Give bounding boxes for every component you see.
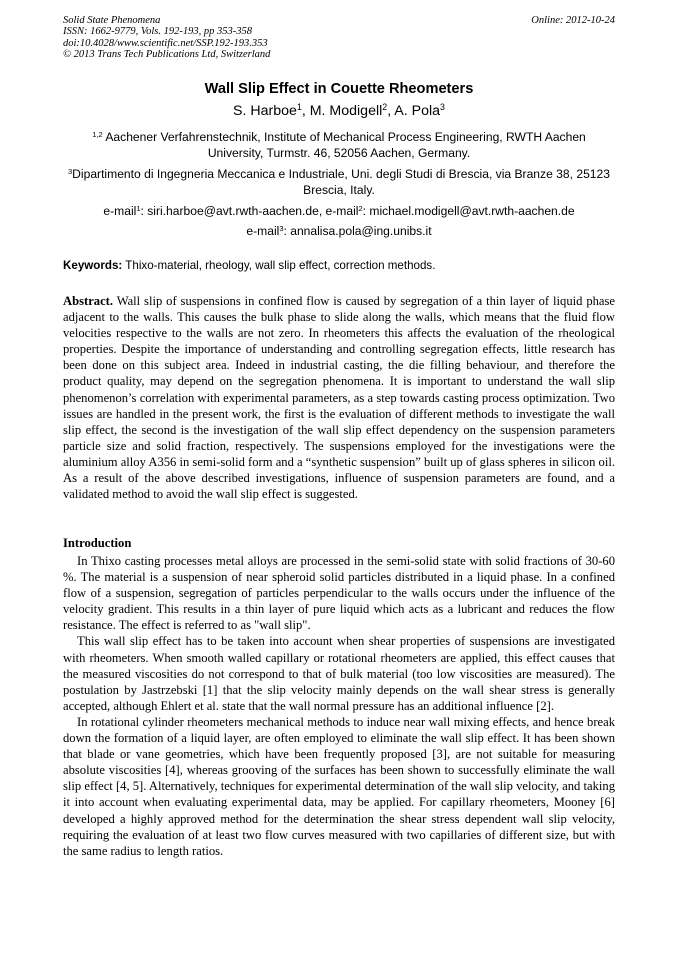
abstract-text: Wall slip of suspensions in confined flow is caused by segregation of a thin layer of liquid phase adjacent to the walls. This causes the bulk phase to slide along the walls, which means that the fluid flow velocities respective to the walls are not zero. In rheometers this affects the evaluation of the rheological properties. Despite the importance of understanding and controlling segregation effects, little research has been done on this subject area. Indeed in industrial casting, the die filling behaviour, and therefore the product quality, may depend on the segregation phenomena. It is important to understand the wall slip phenomenon’s correlation with experimental parameters, as a step towards casting process optimization. Two issues are handled in the present work, the first is the evaluation of different methods to investigate the wall slip effect, the second is the investigation of the wall slip effect dependency on the suspension parameters particle size and solid fraction, respectively. The suspensions employed for the investigations were the aluminium alloy A356 in semi-solid form and a “synthetic suspension” built up of glass spheres in silicon oil. As a result of the above described investigations, influence of suspension parameters are found, and a validated method to avoid the wall slip effect is suggested. xyxy=(63,294,615,502)
email-address: : michael.modigell@avt.rwth-aachen.de xyxy=(362,204,575,218)
author-sup: 1 xyxy=(296,102,302,113)
author-sep: , xyxy=(301,103,310,119)
paragraph: In Thixo casting processes metal alloys are processed in the semi-solid state with solid fractions of 30-60 %. The material is a suspension of near spheroid solid particles distributed in a liquid phase. In a confined flow of a suspension, segregation of particles perpendicular to the walls occurs under the influence of the velocity gradient. This results in a thin layer of pure liquid which acts as a lubricant and reduces the flow resistance. The effect is referred to as "wall slip". xyxy=(63,554,615,633)
paragraph: In rotational cylinder rheometers mechanical methods to induce near wall mixing effects, and hence break down the formation of a liquid layer, are often employed to eliminate the wall slip effect. It has been shown that blade or vane geometries, which have been frequently proposed [3], are not suitable for measuring absolute viscosities [4], whereas grooving of the surfaces has been shown to successfully eliminate the wall slip effect [4, 5]. Alternatively, techniques for experimental determination of the wall slip velocity, and taking it into account when evaluating experimental data, may be applied. For capillary rheometers, Mooney [6] developed a highly approved method for the determination the shear stress dependent wall slip velocity, requiring the evaluation of at least two flow curves measured with two capillaries of different size, but with the same radius to length ratios. xyxy=(63,714,615,858)
author-sep: , xyxy=(387,103,395,119)
author-name: M. Modigell xyxy=(309,103,383,119)
keywords-text: Thixo-material, rheology, wall slip effect, correction methods. xyxy=(122,259,436,272)
keywords xyxy=(63,258,615,273)
online-date: Online: 2012-10-24 xyxy=(531,15,615,26)
author-sup: 3 xyxy=(440,102,445,113)
abstract-label: Abstract. xyxy=(63,294,114,308)
email-line-2 xyxy=(63,223,615,239)
journal-header xyxy=(63,15,270,61)
affiliation-text: Aachener Verfahrenstechnik, Institute of Mechanical Process Engineering, RWTH Aachen University, Turmstr. 46, 52056 Aachen, Germany. xyxy=(102,130,586,160)
affiliation-sup: 3 xyxy=(68,166,73,176)
section-heading-introduction: Introduction xyxy=(63,536,132,550)
abstract xyxy=(63,293,615,502)
email-label: e-mail xyxy=(246,224,280,238)
affiliation-sup: 1,2 xyxy=(92,129,103,139)
email-line-1 xyxy=(63,203,615,219)
affiliation-3 xyxy=(63,166,615,198)
email-sup: 3 xyxy=(279,223,284,233)
introduction-body xyxy=(63,553,615,859)
author-name: A. Pola xyxy=(394,103,441,119)
keywords-label: Keywords: xyxy=(63,259,123,272)
affiliation-text: Dipartimento di Ingegneria Meccanica e Industriale, Uni. degli Studi di Brescia, via Branze 38, 25123 Brescia, Italy. xyxy=(72,167,610,197)
affiliation-1-2 xyxy=(63,129,615,161)
email-label: e-mail xyxy=(103,204,137,218)
doi-line: doi:10.4028/www.scientific.net/SSP.192-193.353 xyxy=(63,37,268,49)
journal-name: Solid State Phenomena xyxy=(63,15,161,26)
copyright-line: © 2013 Trans Tech Publications Ltd, Switzerland xyxy=(63,49,271,61)
author-sup: 2 xyxy=(382,102,388,113)
email-sup: 2 xyxy=(358,203,363,213)
author-list xyxy=(0,102,678,121)
email-address: : annalisa.pola@ing.unibs.it xyxy=(283,224,432,238)
paper-title: Wall Slip Effect in Couette Rheometers xyxy=(204,81,474,97)
issn-line: ISSN: 1662-9779, Vols. 192-193, pp 353-358 xyxy=(63,26,252,38)
author-name: S. Harboe xyxy=(233,103,297,119)
email-sup: 1 xyxy=(136,203,141,213)
email-address: : siri.harboe@avt.rwth-aachen.de, e-mail xyxy=(140,204,359,218)
paragraph: This wall slip effect has to be taken into account when shear properties of suspensions are investigated with rheometers. When smooth walled capillary or rotational rheometers are applied, this effect causes that the measured viscosities do not correspond to that of bulk material (too low viscosities are measured). The postulation by Jastrzebski [1] that the slip velocity mainly depends on the wall shear stress is generally accepted, although Ehlert et al. state that the wall normal pressure has an additional influence [2]. xyxy=(63,634,615,713)
